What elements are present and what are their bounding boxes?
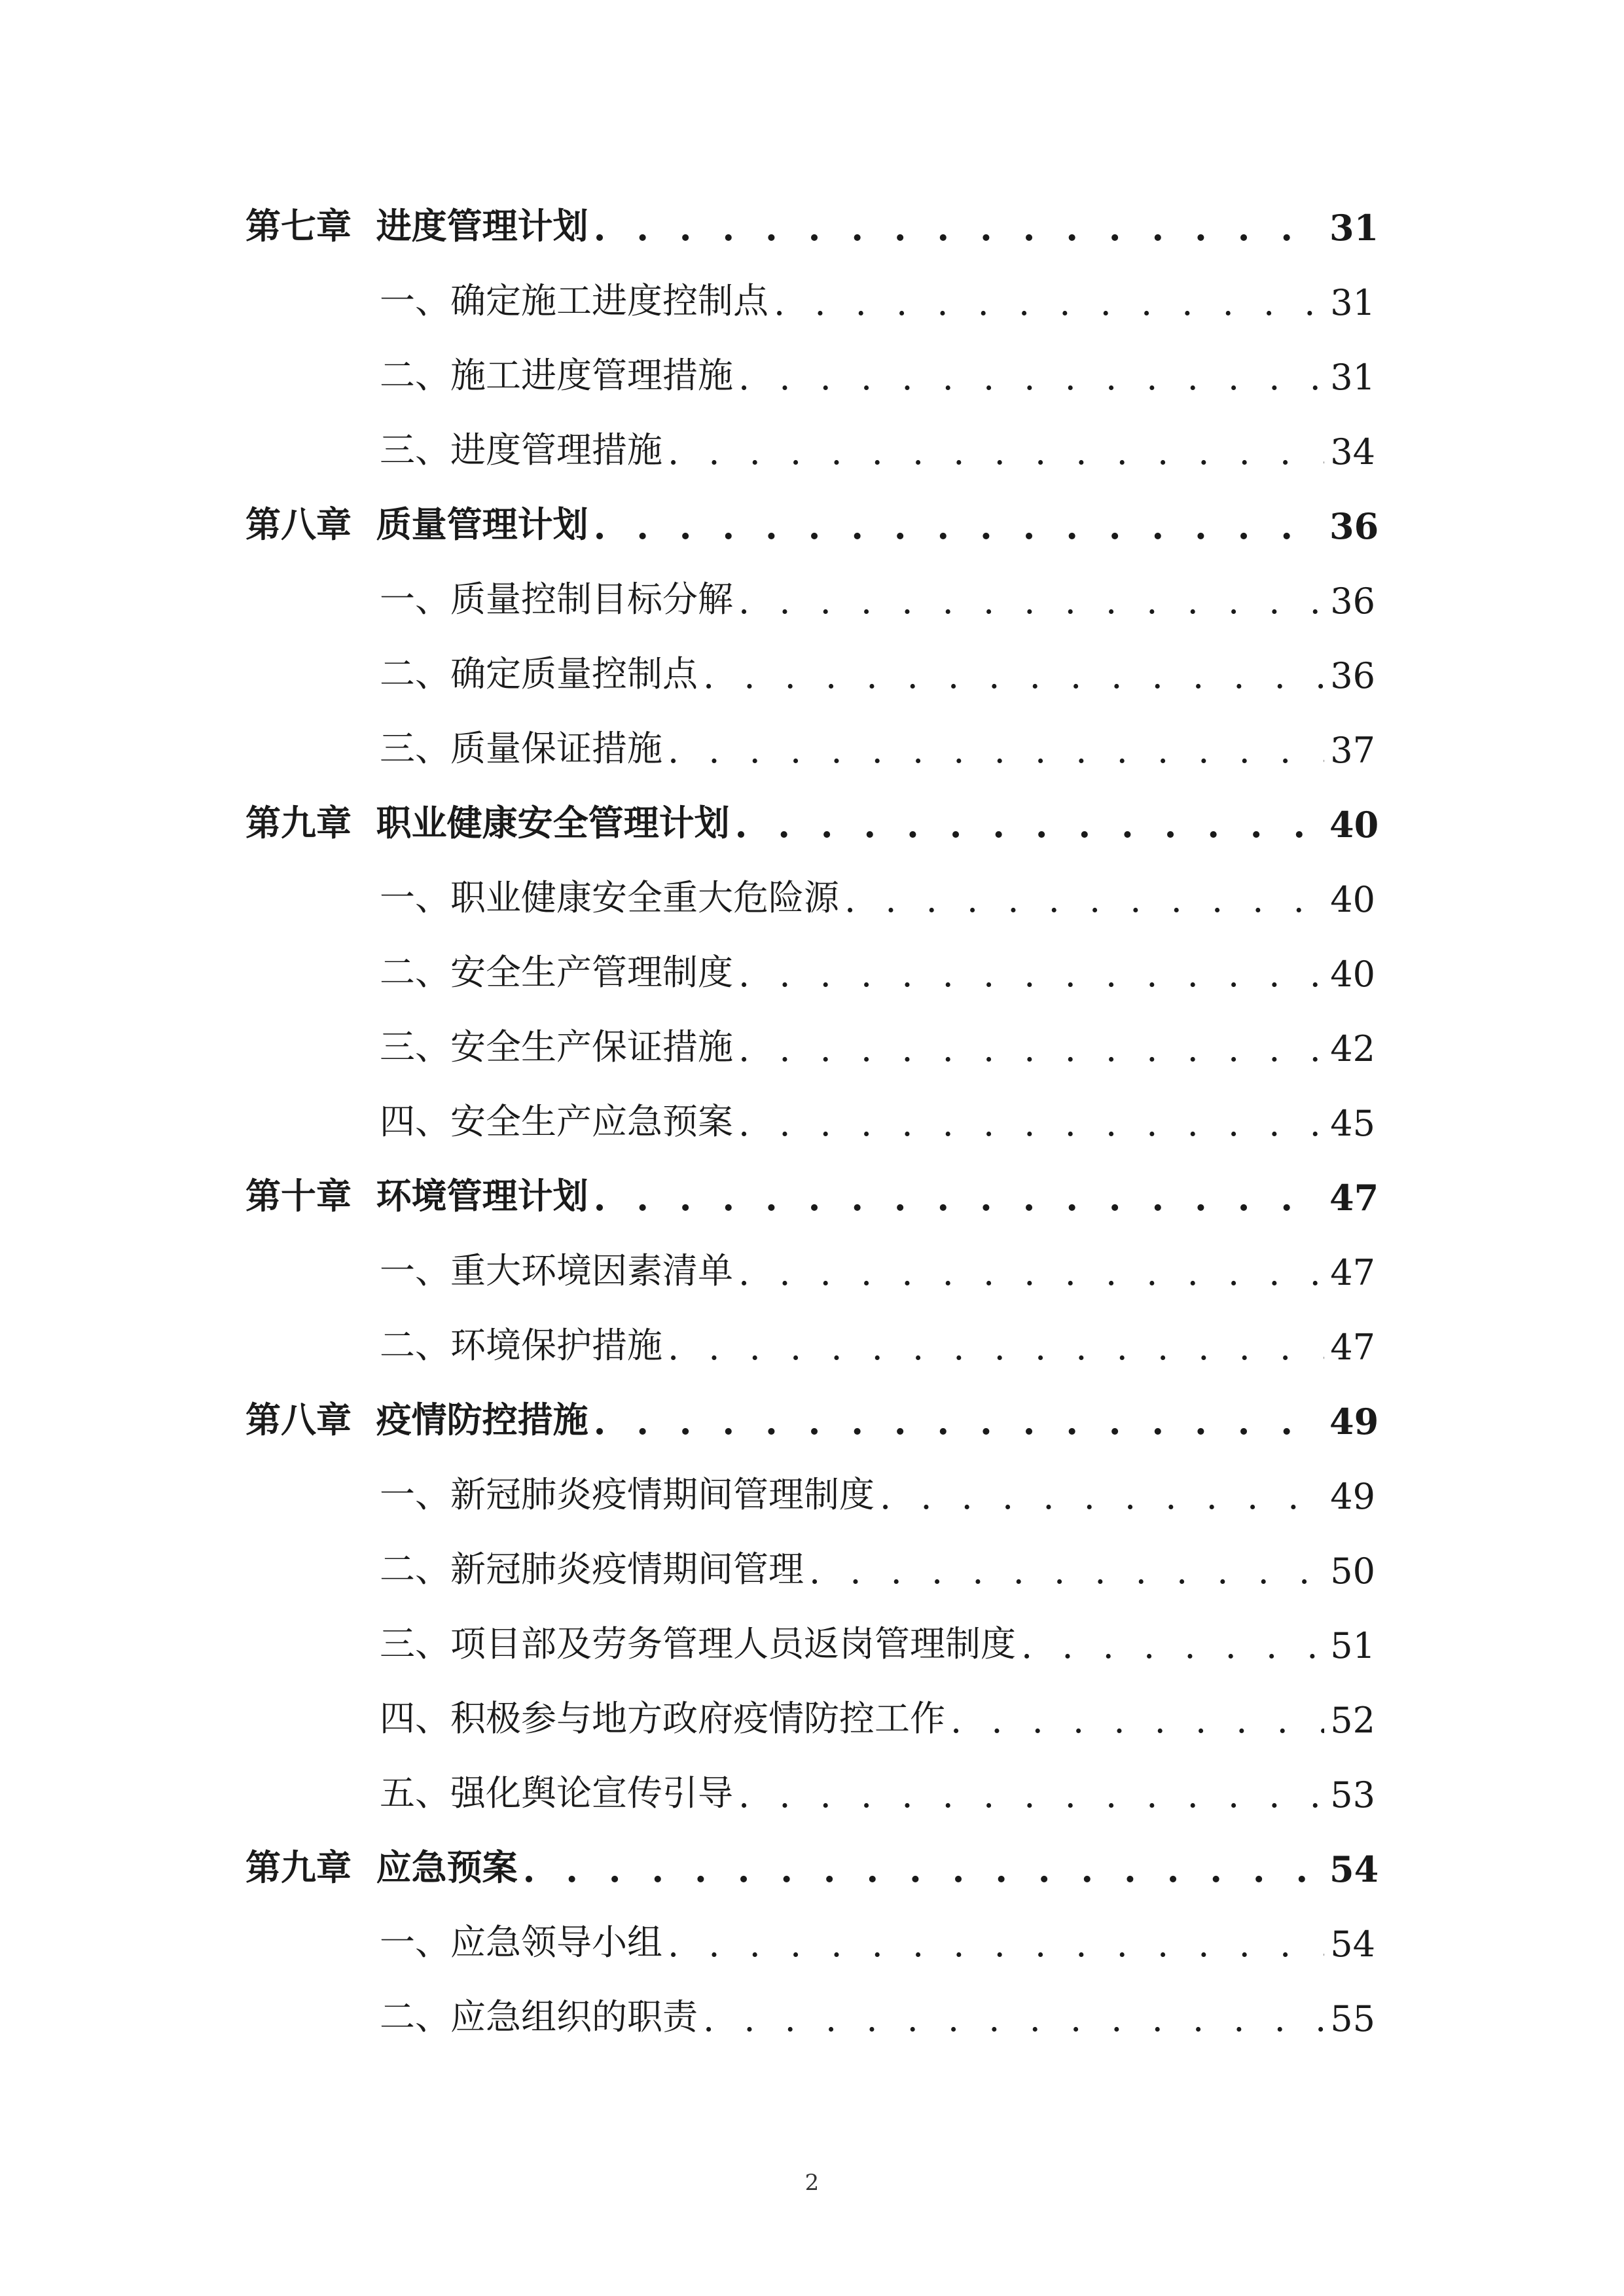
toc-section-entry (380, 868, 1375, 920)
toc-entry-number: 一、 (380, 280, 450, 321)
toc-entry-title: 进度管理措施 (450, 429, 662, 471)
toc-entry-number: 二、 (380, 1996, 450, 2037)
toc-entry-page: 54 (1329, 1848, 1379, 1890)
toc-entry-title: 积极参与地方政府疫情防控工作 (450, 1698, 945, 1739)
dot-leader (703, 655, 1324, 696)
toc-entry-page: 52 (1330, 1700, 1375, 1741)
toc-section-entry (380, 1017, 1375, 1069)
dot-leader (738, 357, 1324, 398)
toc-section-entry (380, 1092, 1375, 1144)
toc-entry-page: 42 (1330, 1028, 1375, 1069)
toc-entry-number: 二、 (380, 1549, 450, 1590)
toc-entry-page: 40 (1330, 954, 1375, 995)
toc-entry-number: 第九章 (245, 802, 352, 844)
toc-entry-page: 53 (1330, 1774, 1375, 1816)
toc-entry-number: 四、 (380, 1101, 450, 1142)
toc-entry-number: 第十章 (245, 1175, 352, 1217)
toc-section-entry (380, 644, 1375, 696)
toc-section-entry (380, 1763, 1375, 1816)
toc-section-entry (380, 1912, 1375, 1965)
toc-entry-number: 三、 (380, 728, 450, 769)
toc-entry-number: 四、 (380, 1698, 450, 1739)
toc-entry-number: 第八章 (245, 1399, 352, 1441)
toc-section-entry (380, 420, 1375, 473)
toc-entry-page: 31 (1330, 282, 1375, 323)
toc-entry-title: 应急预案 (376, 1846, 518, 1888)
toc-entry-page: 36 (1330, 581, 1375, 622)
toc-chapter-entry (245, 495, 1379, 547)
toc-entry-title: 安全生产保证措施 (450, 1026, 733, 1067)
toc-entry-page: 34 (1330, 431, 1375, 473)
toc-entry-title: 强化舆论宣传引导 (450, 1772, 733, 1814)
toc-entry-title: 进度管理计划 (376, 205, 588, 247)
toc-entry-page: 40 (1330, 879, 1375, 920)
toc-section-entry (380, 1987, 1375, 2039)
toc-entry-page: 36 (1330, 655, 1375, 696)
dot-leader (668, 431, 1324, 473)
toc-entry-number: 一、 (380, 877, 450, 918)
toc-chapter-entry (245, 1838, 1379, 1890)
toc-section-entry (380, 1241, 1375, 1293)
dot-leader (738, 1252, 1324, 1293)
dot-leader (668, 1924, 1324, 1965)
toc-entry-number: 二、 (380, 653, 450, 694)
toc-entry-title: 施工进度管理措施 (450, 355, 733, 396)
toc-section-entry (380, 1465, 1375, 1517)
dot-leader (738, 581, 1324, 622)
dot-leader (738, 954, 1324, 995)
dot-leader (774, 282, 1324, 323)
dot-leader (594, 1401, 1324, 1443)
toc-section-entry (380, 719, 1375, 771)
toc-entry-page: 47 (1329, 1177, 1379, 1219)
toc-entry-number: 一、 (380, 1922, 450, 1963)
toc-entry-number: 三、 (380, 1623, 450, 1664)
toc-entry-page: 31 (1330, 357, 1375, 398)
toc-entry-page: 49 (1329, 1401, 1379, 1443)
dot-leader (738, 1774, 1324, 1816)
toc-section-entry (380, 942, 1375, 995)
dot-leader (738, 1028, 1324, 1069)
dot-leader (809, 1551, 1324, 1592)
toc-entry-page: 37 (1330, 730, 1375, 771)
dot-leader (1021, 1625, 1324, 1666)
toc-entry-title: 质量控制目标分解 (450, 579, 733, 620)
toc-entry-title: 重大环境因素清单 (450, 1250, 733, 1291)
dot-leader (594, 1177, 1324, 1219)
toc-entry-title: 确定施工进度控制点 (450, 280, 768, 321)
toc-entry-number: 二、 (380, 355, 450, 396)
dot-leader (738, 1103, 1324, 1144)
dot-leader (880, 1476, 1324, 1517)
toc-entry-number: 一、 (380, 579, 450, 620)
toc-entry-title: 环境管理计划 (376, 1175, 588, 1217)
toc-entry-number: 二、 (380, 1325, 450, 1366)
toc-entry-page: 40 (1329, 804, 1379, 846)
toc-entry-page: 54 (1330, 1924, 1375, 1965)
page-number: 2 (804, 2170, 820, 2196)
toc-entry-number: 三、 (380, 1026, 450, 1067)
toc-entry-title: 职业健康安全重大危险源 (450, 877, 839, 918)
toc-entry-number: 一、 (380, 1474, 450, 1515)
dot-leader (844, 879, 1324, 920)
toc-entry-page: 50 (1330, 1551, 1375, 1592)
toc-entry-title: 疫情防控措施 (376, 1399, 588, 1441)
toc-chapter-entry (245, 1390, 1379, 1443)
dot-leader (950, 1700, 1324, 1741)
toc-entry-page: 49 (1330, 1476, 1375, 1517)
toc-entry-title: 质量管理计划 (376, 503, 588, 545)
dot-leader (523, 1848, 1324, 1890)
toc-entry-title: 应急组织的职责 (450, 1996, 698, 2037)
dot-leader (594, 207, 1324, 249)
dot-leader (735, 804, 1324, 846)
toc-entry-page: 36 (1329, 505, 1379, 547)
toc-chapter-entry (245, 793, 1379, 846)
toc-section-entry (380, 569, 1375, 622)
toc-entry-title: 新冠肺炎疫情期间管理 (450, 1549, 804, 1590)
toc-section-entry (380, 346, 1375, 398)
toc-entry-page: 45 (1330, 1103, 1375, 1144)
toc-section-entry (380, 1614, 1375, 1666)
toc-chapter-entry (245, 1166, 1379, 1219)
toc-entry-title: 确定质量控制点 (450, 653, 698, 694)
toc-entry-page: 31 (1329, 207, 1379, 249)
toc-entry-title: 新冠肺炎疫情期间管理制度 (450, 1474, 875, 1515)
toc-entry-number: 二、 (380, 952, 450, 993)
toc-entry-number: 第八章 (245, 503, 352, 545)
toc-entry-title: 安全生产应急预案 (450, 1101, 733, 1142)
toc-entry-page: 47 (1330, 1252, 1375, 1293)
toc-entry-title: 质量保证措施 (450, 728, 662, 769)
toc-entry-number: 第九章 (245, 1846, 352, 1888)
toc-entry-number: 一、 (380, 1250, 450, 1291)
toc-section-entry (380, 271, 1375, 323)
toc-entry-title: 应急领导小组 (450, 1922, 662, 1963)
toc-section-entry (380, 1316, 1375, 1368)
toc-section-entry (380, 1539, 1375, 1592)
toc-entry-number: 第七章 (245, 205, 352, 247)
dot-leader (594, 505, 1324, 547)
toc-entry-title: 安全生产管理制度 (450, 952, 733, 993)
toc-entry-title: 环境保护措施 (450, 1325, 662, 1366)
toc-entry-page: 51 (1330, 1625, 1375, 1666)
toc-entry-number: 三、 (380, 429, 450, 471)
toc-entry-title: 职业健康安全管理计划 (376, 802, 730, 844)
toc-entry-number: 五、 (380, 1772, 450, 1814)
dot-leader (668, 730, 1324, 771)
dot-leader (668, 1327, 1324, 1368)
dot-leader (703, 1998, 1324, 2039)
toc-entry-page: 47 (1330, 1327, 1375, 1368)
toc-section-entry (380, 1689, 1375, 1741)
toc-entry-title: 项目部及劳务管理人员返岗管理制度 (450, 1623, 1016, 1664)
toc-chapter-entry (245, 196, 1379, 249)
toc-entry-page: 55 (1330, 1998, 1375, 2039)
